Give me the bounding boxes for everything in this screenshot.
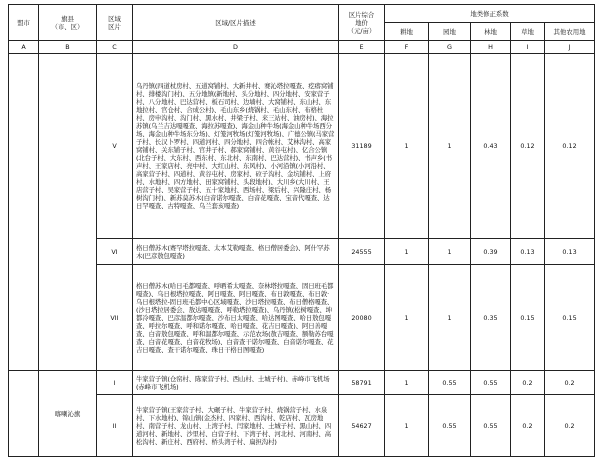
price-cell: 54627 xyxy=(339,395,385,457)
header-coef-cultivated: 耕地 xyxy=(385,23,429,41)
table-row xyxy=(9,239,595,265)
coef-cell: 0.13 xyxy=(511,239,545,265)
coef-cell: 0.2 xyxy=(545,395,595,457)
coef-cell: 1 xyxy=(385,54,429,239)
coef-cell: 1 xyxy=(385,371,429,395)
header-zone: 区域 区片 xyxy=(97,5,133,41)
zone-cell: VI xyxy=(97,239,133,265)
coef-cell: 0.55 xyxy=(429,395,471,457)
column-letter: G xyxy=(429,41,471,54)
column-letter: C xyxy=(97,41,133,54)
column-letter: E xyxy=(339,41,385,54)
header-coef-other: 其他农用地 xyxy=(545,23,595,41)
county-cell: 喀喇沁旗 xyxy=(39,371,97,457)
coef-cell: 0.39 xyxy=(471,239,511,265)
land-price-table xyxy=(8,4,595,457)
column-letter: I xyxy=(511,41,545,54)
column-letter: F xyxy=(385,41,429,54)
table-row xyxy=(9,371,595,395)
column-letter: D xyxy=(133,41,339,54)
coef-cell: 1 xyxy=(385,265,429,371)
zone-cell: V xyxy=(97,54,133,239)
table-row xyxy=(9,54,595,239)
coef-cell: 1 xyxy=(385,239,429,265)
coef-cell: 0.43 xyxy=(471,54,511,239)
coef-cell: 0.2 xyxy=(511,371,545,395)
column-letter: H xyxy=(471,41,511,54)
header-coef-group: 地类修正系数 xyxy=(385,5,595,23)
zone-desc-cell: 牛家营子镇(王家营子村、大碾子村、牛家营子村、烧锅营子村、水泉村、下水地村)、锦山镇(金杰村、四家村、西沟村、乾店村、瓦房地村、南营子村、龙山村、上湾子村、闫家地村、土城子村、黑山村、四道河村、新地村、沙里村、白营子村、下湾子村、河北村、河南村、高松沟村、新庄村、西府村、桥头湾子村、扁担沟村) xyxy=(133,395,339,457)
coef-cell: 0.55 xyxy=(429,371,471,395)
coef-cell: 1 xyxy=(429,239,471,265)
zone-desc-cell: 乌丹镇(四道杖房村、五道窝铺村、大新井村、赛沁塔拉嘎查、疙瘩窝铺村、排楼沟门村)、五分地镇(新地村、头分地村、四分地村、安家营子村、八分地村、巴达营村、板石司村、边墙村、大窝铺村、东山村、东地拉村、官仓村、合成公村)、毛山东乡(烧锅村、毛山东村、布格杜村、房申沟村、沟门村、黑水村、井梁子村、来三站村、油房村)、海拉苏镇(乌兰吉达嘎嘎查、海拉苏嘎查)、海金山种牛场(海金山种牛场西分场、海金山种牛场东分场)、灯笼河牧场(灯笼河牧场)、广德公镇(马家营子村、长汉卜罗村、四道河村、四分地村、四合帐村、艾林沟村、高家窝铺村、关东铺子村、官井子村、郝家窝铺村、黄谷屯村)、亿合公镇(北台子村、大东村、西东村、东北村、东南村、巴达营村)、书声乡(书声村、王家店村、亮中村、大红山村、东风村)、小河沿镇(小河沿村、高家营子村、四道村、黄谷屯村、房家村、砬子沟村、金坑铺村、上府村、水地村、四方地村、田家窝铺村、头段地村)、大川乡(大川村、王店营子村、吴家营子村、五十家地村、西场村、梁后村、兴隆庄村、杨树沟门村)、新苏莫苏木(白音诺尔嘎查、白音花嘎查、宝音代嘎查、达日罕嘎查、古特嘎查、乌兰套亥嘎查) xyxy=(133,54,339,239)
header-coef-garden: 园地 xyxy=(429,23,471,41)
header-row-top xyxy=(9,5,595,23)
coef-cell: 1 xyxy=(429,265,471,371)
column-letter: J xyxy=(545,41,595,54)
zone-desc-cell: 牛家营子镇(仓窑村、陈家营子村、西山村、土城子村)、赤峰市飞机场(赤峰市飞机场) xyxy=(133,371,339,395)
coef-cell: 0.55 xyxy=(471,395,511,457)
header-zone-desc: 区域/区片描述 xyxy=(133,5,339,41)
price-cell: 20080 xyxy=(339,265,385,371)
column-letter: A xyxy=(9,41,39,54)
coef-cell: 0.2 xyxy=(545,371,595,395)
price-cell: 24555 xyxy=(339,239,385,265)
zone-desc-cell: 格日僧苏木(哈日毛都嘎查、呼晒希太嘎查、奈林塔拉嘎查、固日班毛都嘎查)、乌日根塔拉嘎查、阿日嘎查、阿日嘎查、布日敦嘎查、布日敦·乌日根塔拉-固日班毛都中心区域嘎查、沙日塔拉嘎查、布日僧格嘎查、(沙日塔拉居委会、敖达嘎嘎查、呼勒塔拉嘎查)、乌丹镇(松树嘎查、坤都冷嘎查、巴彦温都尔嘎查、沙布日太嘎查、哈达图嘎查、哈日敖包嘎查、呼拉尔嘎查、呼和诺尔嘎查、哈日嘎查、花吉日嘎查)、阿日善嘎查、白音敖包嘎查、呼和温都尔嘎查、示范农场(敖吉嘎查、额勒苏台嘎查、白音花嘎查、白音花牧场)、白音查干诺尔嘎查、白音诺尔嘎查、花吉日嘎查、查干诺尔嘎查、珠日干格日图嘎查) xyxy=(133,265,339,371)
header-banner-county: 旗县 （市、区） xyxy=(39,5,97,41)
header-coef-forest: 林地 xyxy=(471,23,511,41)
coef-cell: 0.13 xyxy=(545,239,595,265)
zone-cell: I xyxy=(97,371,133,395)
coef-cell: 0.35 xyxy=(471,265,511,371)
zone-desc-cell: 格日僧苏木(赛罕塔拉嘎查、太本艾勒嘎查、格日僧居委会)、阿什罕苏木(巴彦敖包嘎查) xyxy=(133,239,339,265)
price-cell: 31189 xyxy=(339,54,385,239)
coef-cell: 0.15 xyxy=(511,265,545,371)
coef-cell: 0.2 xyxy=(511,395,545,457)
league-cell xyxy=(9,371,39,457)
coef-cell: 1 xyxy=(385,395,429,457)
coef-cell: 1 xyxy=(429,54,471,239)
header-coef-grass: 草地 xyxy=(511,23,545,41)
price-cell: 58791 xyxy=(339,371,385,395)
table-row xyxy=(9,265,595,371)
zone-cell: VII xyxy=(97,265,133,371)
column-letter-row xyxy=(9,41,595,54)
zone-cell: II xyxy=(97,395,133,457)
column-letter: B xyxy=(39,41,97,54)
header-league: 盟市 xyxy=(9,5,39,41)
header-price: 区片综合 地价 （元/亩） xyxy=(339,5,385,41)
coef-cell: 0.12 xyxy=(511,54,545,239)
coef-cell: 0.12 xyxy=(545,54,595,239)
coef-cell: 0.55 xyxy=(471,371,511,395)
table-row xyxy=(9,395,595,457)
county-cell xyxy=(39,54,97,371)
coef-cell: 0.15 xyxy=(545,265,595,371)
league-cell xyxy=(9,54,39,371)
